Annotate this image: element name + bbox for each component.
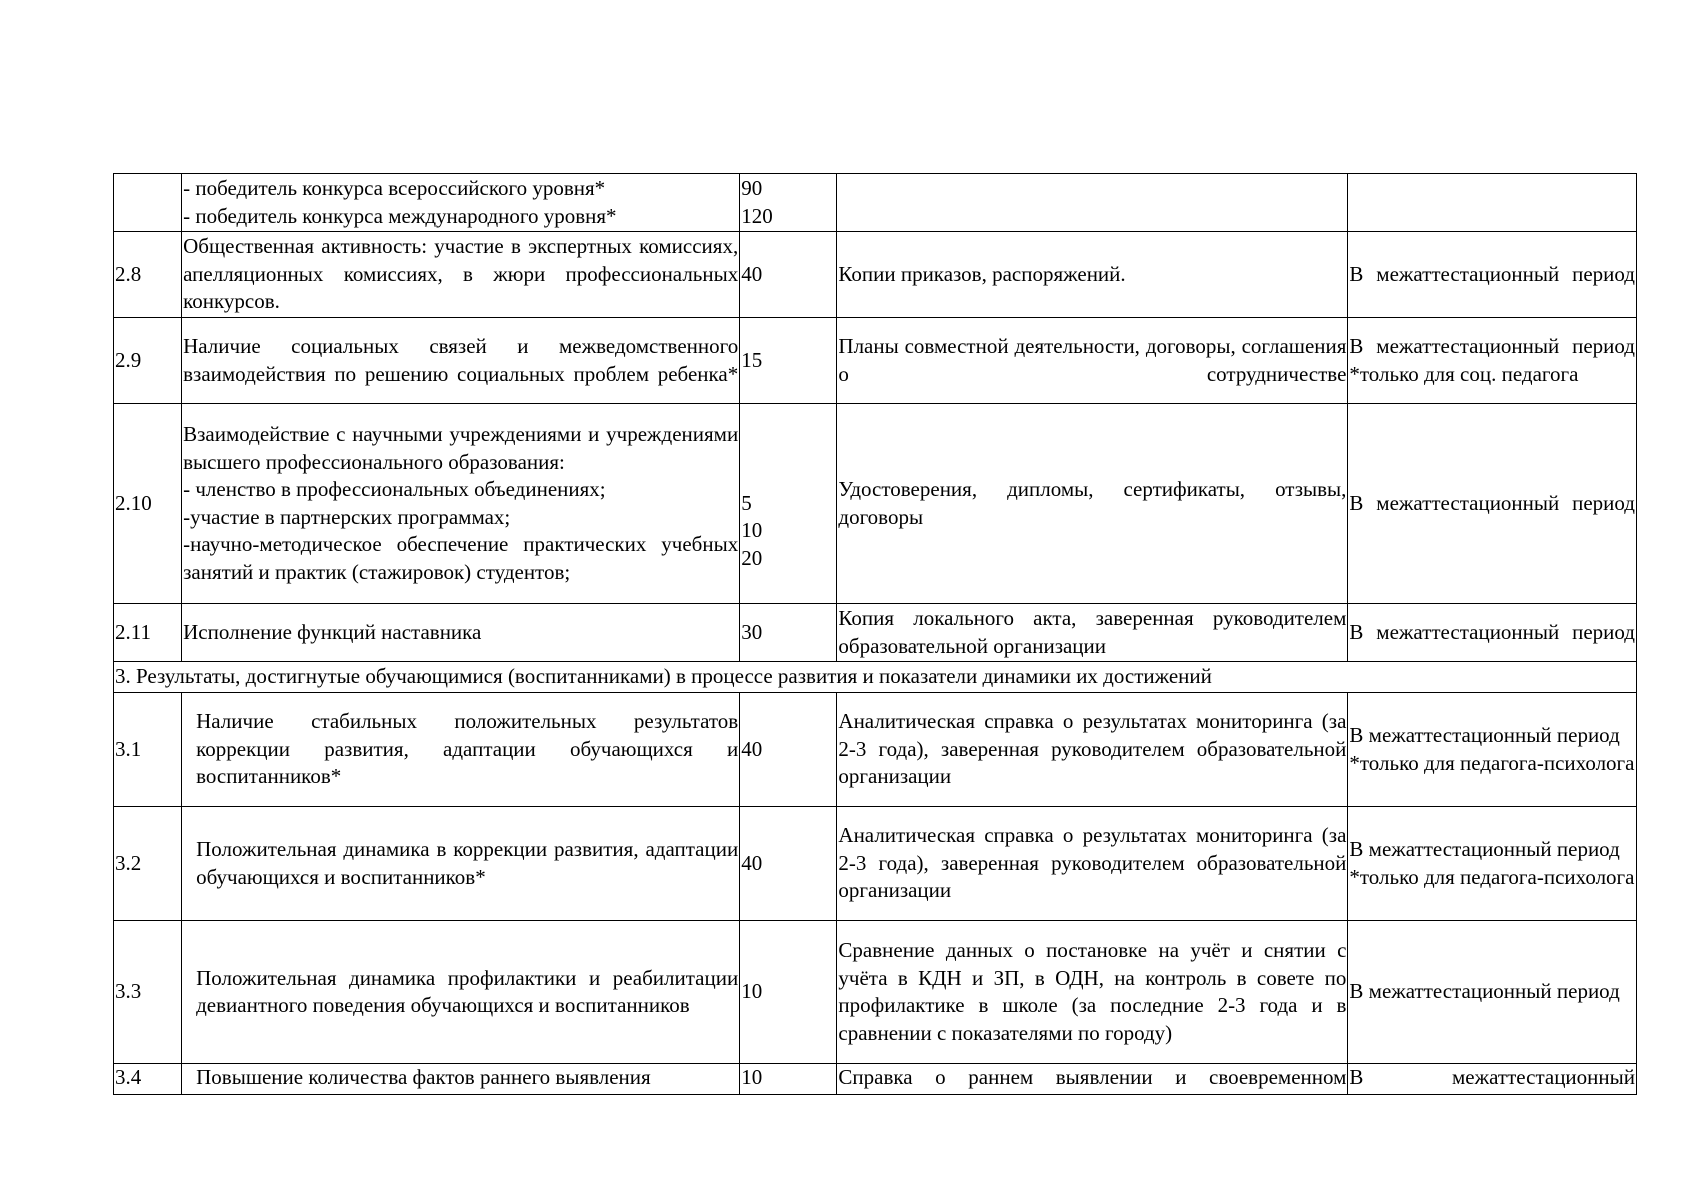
row-number: 3.1 [114, 693, 182, 807]
row-number: 2.8 [114, 232, 182, 318]
points-cell: 40 [740, 232, 837, 318]
note-cell [1348, 318, 1637, 404]
criterion-cell: Повышение количества фактов раннего выявления [182, 1064, 740, 1095]
note-text: В межаттестационный период [1349, 837, 1620, 861]
documents-cell: Сравнение данных о постановке на учёт и снятии с учёта в КДН и ЗП, в ОДН, на контроль в совете по профилактике в школе (за последние 2-3 года и в сравнении с показателями по городу) [837, 921, 1348, 1064]
note-cell: В межаттестационный [1348, 1064, 1637, 1095]
points-cell [740, 404, 837, 604]
table-row-2-9 [114, 318, 1637, 404]
table-row-3-3 [114, 921, 1637, 1064]
points-cell: 40 [740, 693, 837, 807]
points-cell: 40 [740, 807, 837, 921]
criterion-item: -участие в партнерских программах; [183, 504, 511, 529]
criterion-cell: Общественная активность: участие в экспертных комиссиях, апелляционных комиссиях, в жюри профессиональных конкурсов. [182, 232, 740, 318]
table-row-3-2 [114, 807, 1637, 921]
documents-cell: Справка о раннем выявлении и своевременном [837, 1064, 1348, 1095]
documents-cell: Копия локального акта, заверенная руководителем образовательной организации [837, 604, 1348, 662]
table-row-2-11 [114, 604, 1637, 662]
note-cell: В межаттестационный период [1348, 921, 1637, 1064]
row-number: 3.3 [114, 921, 182, 1064]
row-number [114, 174, 182, 232]
documents-cell: Планы совместной деятельности, договоры, соглашения о сотрудничестве [837, 318, 1348, 404]
note-restriction: *только для педагога-психолога [1349, 864, 1635, 889]
criterion-line: - победитель конкурса международного уровня* [183, 203, 617, 228]
note-cell [1348, 807, 1637, 921]
documents-cell: Удостоверения, дипломы, сертификаты, отзывы, договоры [837, 404, 1348, 604]
criterion-item: -научно-методическое обеспечение практических учебных занятий и практик (стажировок) студентов; [183, 532, 739, 584]
criterion-cell [182, 404, 740, 604]
row-number: 2.10 [114, 404, 182, 604]
row-number: 2.11 [114, 604, 182, 662]
criterion-item: - членство в профессиональных объединениях; [183, 477, 606, 501]
note-text: В межаттестационный период [1349, 334, 1635, 358]
note-cell [1348, 693, 1637, 807]
table-row-3-1 [114, 693, 1637, 807]
note-restriction: *только для педагога-психолога [1349, 750, 1635, 775]
criterion-heading: Взаимодействие с научными учреждениями и учреждениями высшего профессионального образования: [183, 422, 739, 474]
criterion-cell: Положительная динамика профилактики и реабилитации девиантного поведения обучающихся и воспитанников [182, 921, 740, 1064]
points-cell: 15 [740, 318, 837, 404]
points-cell [740, 174, 837, 232]
row-number: 3.2 [114, 807, 182, 921]
points-value: 90 [741, 176, 763, 200]
points-value: 20 [741, 545, 763, 570]
criterion-cell: Наличие стабильных положительных результатов коррекции развития, адаптации обучающихся и воспитанников* [182, 693, 740, 807]
documents-cell: Аналитическая справка о результатах мониторинга (за 2-3 года), заверенная руководителем образовательной организации [837, 693, 1348, 807]
section-title: 3. Результаты, достигнутые обучающимися (воспитанниками) в процессе развития и показатели динамики их достижений [114, 662, 1637, 693]
table-row-2-10 [114, 404, 1637, 604]
table-row-3-4 [114, 1064, 1637, 1095]
criterion-cell [182, 174, 740, 232]
documents-cell: Копии приказов, распоряжений. [837, 232, 1348, 318]
note-cell: В межаттестационный период [1348, 232, 1637, 318]
points-cell: 10 [740, 921, 837, 1064]
documents-cell: Аналитическая справка о результатах мониторинга (за 2-3 года), заверенная руководителем образовательной организации [837, 807, 1348, 921]
points-value: 10 [741, 518, 763, 543]
note-cell: В межаттестационный период [1348, 404, 1637, 604]
criterion-cell: Исполнение функций наставника [182, 604, 740, 662]
points-cell: 10 [740, 1064, 837, 1095]
points-cell: 30 [740, 604, 837, 662]
row-number: 3.4 [114, 1064, 182, 1095]
documents-cell [837, 174, 1348, 232]
note-cell [1348, 174, 1637, 232]
note-restriction: *только для соц. педагога [1349, 361, 1579, 386]
note-text: В межаттестационный период [1349, 723, 1620, 747]
row-number: 2.9 [114, 318, 182, 404]
note-cell: В межаттестационный период [1348, 604, 1637, 662]
criteria-table [113, 173, 1637, 1095]
section-header-row [114, 662, 1637, 693]
criterion-cell: Наличие социальных связей и межведомственного взаимодействия по решению социальных проблем ребенка* [182, 318, 740, 404]
criterion-cell: Положительная динамика в коррекции развития, адаптации обучающихся и воспитанников* [182, 807, 740, 921]
table-row-continuation [114, 174, 1637, 232]
table-row-2-8 [114, 232, 1637, 318]
points-value: 5 [741, 490, 752, 515]
criterion-line: - победитель конкурса всероссийского уровня* [183, 176, 606, 200]
points-value: 120 [741, 203, 773, 228]
